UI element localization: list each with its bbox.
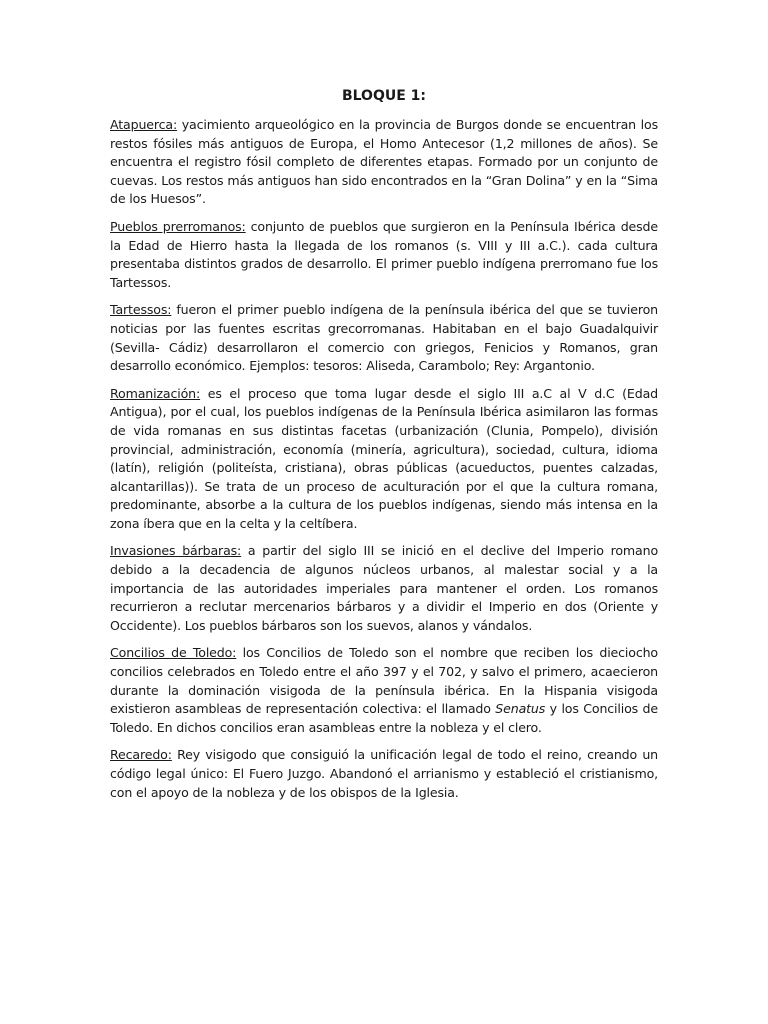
section-invasiones-barbaras	[110, 542, 658, 635]
section-term: Romanización:	[110, 385, 201, 401]
section-recaredo	[110, 746, 658, 802]
section-text: yacimiento arqueológico en la provincia de Burgos donde se encuentran los restos fósiles más antiguos de Europa, el Homo Antecesor (1,2 millones de años). Se encuentra el registro fósil completo de diferentes etapas. Formado por un conjunto de cuevas. Los restos más antiguos han sido encontrados en la “Gran Dolina” y en la “Sima de los Huesos”.	[110, 117, 658, 207]
section-text: y los Concilios de Toledo. En dichos concilios eran asambleas entre la nobleza y el clero.	[110, 701, 658, 735]
section-pueblos-prerromanos	[110, 218, 658, 292]
section-term: Atapuerca:	[110, 117, 178, 132]
section-romanizacion	[110, 385, 658, 534]
section-tartessos	[110, 301, 658, 375]
section-text: es el proceso que toma lugar desde el siglo III a.C al V d.C (Edad Antigua), por el cual, los pueblos indígenas de la Península Ibérica asimilaron las formas de vida romanas en sus distintas facetas (urbanización (Clunia, Pompelo), división provincial, administración, economía (minería, agricultura), sociedad, cultura, idioma (latín), religión (politeísta, cristiana), obras públicas (acueductos, puentes calzadas, alcantarillas)). Se trata de un proceso de aculturación por el que la cultura romana, predominante, absorbe a la cultura de los pueblos indígenas, siendo más intensa en la zona íbera que en la celta y la celtíbera.	[110, 385, 658, 531]
document-title: BLOQUE 1:	[341, 88, 427, 104]
section-text: los Concilios de Toledo son el nombre que reciben los dieciocho concilios celebrados en Toledo entre el año 397 y el 702, y salvo el primero, acaecieron durante la dominación visigoda de la península ibérica. En la Hispania visigoda existieron asambleas de representación colectiva: el llamado	[110, 645, 658, 717]
document-page	[110, 86, 658, 811]
section-term: Pueblos prerromanos:	[110, 218, 246, 234]
section-term: Tartessos:	[110, 302, 172, 318]
section-term: Invasiones bárbaras:	[110, 543, 242, 559]
section-text: fueron el primer pueblo indígena de la península ibérica del que se tuvieron noticias por las fuentes escritas grecorromanas. Habitaban en el bajo Guadalquivir (Sevilla- Cádiz) desarrollaron el comercio con griegos, Fenicios y Romanos, gran desarrollo económico. Ejemplos: tesoros: Aliseda, Carambolo; Rey: Argantonio.	[110, 302, 658, 374]
section-term: Recaredo:	[110, 747, 172, 763]
section-text: Rey visigodo que consiguió la unificación legal de todo el reino, creando un código legal único: El Fuero Juzgo. Abandonó el arrianismo y estableció el cristianismo, con el apoyo de la nobleza y de los obispos de la Iglesia.	[110, 747, 658, 800]
section-text: conjunto de pueblos que surgieron en la Península Ibérica desde la Edad de Hierro hasta la llegada de los romanos (s. VIII y III a.C.). cada cultura presentaba distintos grados de desarrollo. El primer pueblo indígena prerromano fue los Tartessos.	[110, 218, 658, 290]
section-atapuerca	[110, 116, 658, 209]
section-italic-term: Senatus	[495, 701, 546, 717]
section-concilios-de-toledo	[110, 644, 658, 737]
section-term: Concilios de Toledo:	[110, 645, 237, 661]
section-text: a partir del siglo III se inició en el declive del Imperio romano debido a la decadencia de algunos núcleos urbanos, al malestar social y a la importancia de las autoridades imperiales para mantener el orden. Los romanos recurrieron a reclutar mercenarios bárbaros y a dividir el Imperio en dos (Oriente y Occidente). Los pueblos bárbaros son los suevos, alanos y vándalos.	[110, 543, 659, 633]
